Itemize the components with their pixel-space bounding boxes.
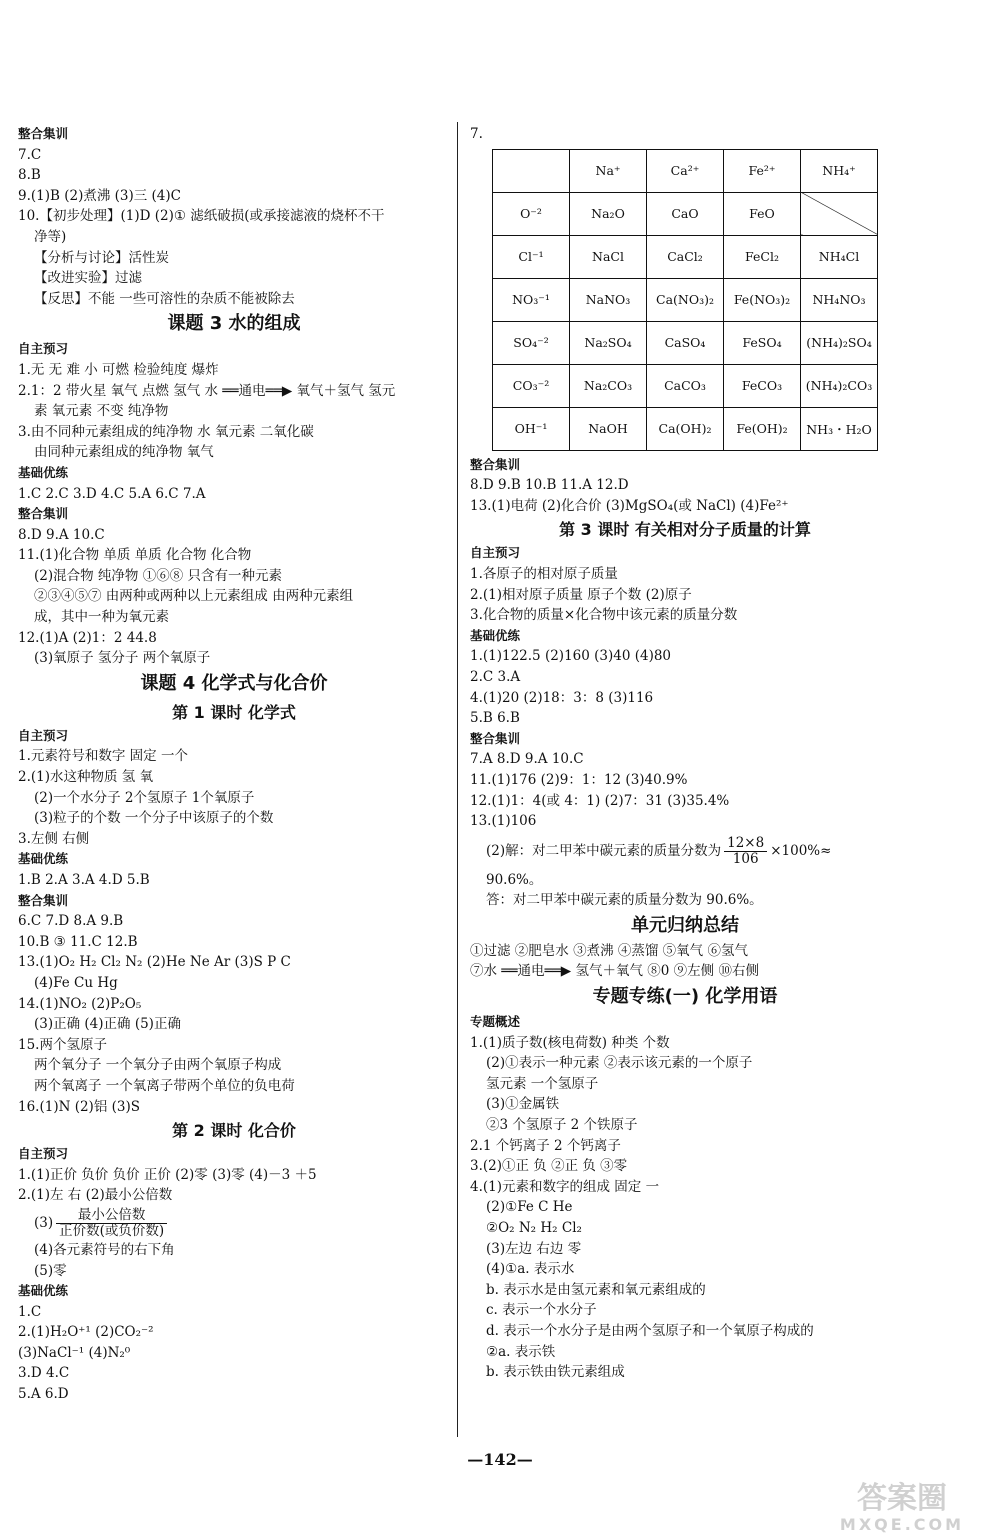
fraction-line [18,1206,450,1240]
section-label: 自主预习 [18,727,69,743]
answer-line: 15.两个氢原子 [18,1036,107,1053]
table-header-cell: Ca²⁺ [647,149,724,192]
answer-line: 3.(2)①正 负 ②正 负 ③零 [470,1158,628,1175]
answer-line: 8.D 9.A 10.C [18,526,105,543]
compound-cell: NH₄Cl [801,235,878,278]
section-label: 专题概述 [470,1014,521,1030]
answer-line: b. 表示铁由铁元素组成 [486,1364,625,1381]
right-flow [470,455,900,1383]
answer-line: ②③④⑤⑦ 由两种或两种以上元素组成 由两种元素组 [34,588,354,605]
compound-cell: CaCl₂ [647,235,724,278]
compound-cell: Ca(OH)₂ [647,407,724,450]
compound-cell: Ca(NO₃)₂ [647,278,724,321]
column-divider [457,122,458,1437]
section-heading: 单元归纳总结 [631,914,739,936]
section-label: 自主预习 [18,341,69,357]
answer-line: 氢元素 一个氢原子 [486,1075,599,1092]
answer-line: (4)①a. 表示水 [486,1261,575,1278]
compound-cell: NaOH [570,407,647,450]
answer-line: ②a. 表示铁 [486,1343,556,1360]
answer-line: 4.(1)元素和数字的组成 固定 一 [470,1178,660,1195]
ion-compound-table [492,149,878,451]
answer-line: 8.B [18,167,41,184]
compound-cell: NaNO₃ [570,278,647,321]
fraction-line [470,832,900,870]
fraction-numerator: 最小公倍数 [56,1208,167,1224]
compound-cell: Na₂O [570,192,647,235]
compound-cell: CaSO₄ [647,321,724,364]
answer-line: 10.【初步处理】(1)D (2)① 滤纸破损(或承接滤液的烧杯不干 [18,208,385,225]
compound-cell: NH₃・H₂O [801,407,878,450]
answer-line: 1.C [18,1303,42,1320]
section-label: 自主预习 [470,545,521,561]
answer-line: 11.(1)化合物 单质 单质 化合物 化合物 [18,547,252,564]
answer-line: (5)零 [34,1262,67,1279]
anion-cell: OH⁻¹ [493,407,570,450]
answer-line: 2.(1)相对原子质量 原子个数 (2)原子 [470,586,692,603]
answer-line: 7.C [18,146,42,163]
answer-line: 4.(1)20 (2)18：3：8 (3)116 [470,689,654,706]
section-label: 自主预习 [18,1146,69,1162]
answer-line: 3.左侧 右侧 [18,830,90,847]
answer-line: 5.A 6.D [18,1386,69,1403]
answer-line: c. 表示一个水分子 [486,1302,597,1319]
table-header-cell: Na⁺ [570,149,647,192]
section-label: 基础优练 [470,627,521,643]
answer-line: 13.(1)电荷 (2)化合价 (3)MgSO₄(或 NaCl) (4)Fe²⁺ [470,497,789,514]
answer-line: (3)①金属铁 [486,1096,560,1113]
table-row [493,364,878,407]
watermark-line2: MXQE.COM [839,1515,965,1534]
compound-cell: NaCl [570,235,647,278]
answer-line: 5.B 6.B [470,710,520,727]
answer-line: 净等) [34,228,67,245]
answer-line: (3)正确 (4)正确 (5)正确 [34,1016,181,1033]
page-number: —142— [467,1450,533,1469]
answer-line: 10.B ③ 11.C 12.B [18,933,138,950]
compound-cell: Fe(OH)₂ [724,407,801,450]
answer-line: ②O₂ N₂ H₂ Cl₂ [486,1220,582,1236]
answer-line: (3)NaCl⁻¹ (4)N₂⁰ [18,1344,131,1361]
answer-line: 两个氧离子 一个氧离子带两个单位的负电荷 [34,1077,295,1094]
answer-line: ⑦水 ══通电══▶ 氢气＋氧气 ⑧0 ⑨左侧 ⑩右侧 [470,963,759,980]
answer-line: 13.(1)106 [470,813,537,830]
answer-line: 素 氧元素 不变 纯净物 [34,403,169,420]
compound-cell: (NH₄)₂SO₄ [801,321,878,364]
answer-line: (3)粒子的个数 一个分子中该原子的个数 [34,810,274,827]
answer-line: 7.A 8.D 9.A 10.C [470,751,584,768]
answer-line: 两个氧分子 一个氧分子由两个氧原子构成 [34,1057,282,1074]
fraction-prefix: (2)解：对二甲苯中碳元素的质量分数为 [486,842,722,859]
question-7-label: 7. [470,126,483,142]
table-header-cell: Fe²⁺ [724,149,801,192]
answer-line: 1.无 无 难 小 可燃 检验纯度 爆炸 [18,361,219,378]
compound-cell: Na₂SO₄ [570,321,647,364]
answer-line: (4)各元素符号的右下角 [34,1241,175,1258]
compound-cell: FeCO₃ [724,364,801,407]
answer-line: 13.(1)O₂ H₂ Cl₂ N₂ (2)He Ne Ar (3)S P C [18,954,291,971]
answer-line: 【分析与讨论】活性炭 [34,249,169,266]
section-label: 整合集训 [18,892,69,908]
answer-line: 2.(1)H₂O⁺¹ (2)CO₂⁻² [18,1324,154,1341]
answer-line: 2.(1)水这种物质 氢 氧 [18,769,154,786]
compound-cell: FeO [724,192,801,235]
lesson-heading: 第 2 课时 化合价 [172,1121,296,1141]
fraction [724,836,767,867]
answer-line: 1.元素符号和数字 固定 一个 [18,748,188,765]
answer-line: (2)①Fe C He [486,1199,573,1216]
answer-line: 3.由不同种元素组成的纯净物 水 氧元素 二氧化碳 [18,423,314,440]
answer-line: 由同种元素组成的纯净物 氧气 [34,444,214,461]
answer-line: 【改进实验】过滤 [34,270,142,287]
anion-cell: NO₃⁻¹ [493,278,570,321]
fraction-denominator: 正价数(或负价数) [59,1222,165,1239]
answer-line: ①过滤 ②肥皂水 ③煮沸 ④蒸馏 ⑤氧气 ⑥氢气 [470,942,748,959]
answer-line: (3)氧原子 氢分子 两个氧原子 [34,650,211,667]
compound-cell: FeCl₂ [724,235,801,278]
table-row [493,407,878,450]
table-row [493,321,878,364]
right-column [470,124,900,1383]
section-label: 整合集训 [470,456,521,472]
compound-cell: Fe(NO₃)₂ [724,278,801,321]
answer-line: 14.(1)NO₂ (2)P₂O₅ [18,995,142,1012]
table-row [493,278,878,321]
answer-line: d. 表示一个水分子是由两个氢原子和一个氧原子构成的 [486,1322,814,1339]
answer-line: 【反思】不能 一些可溶性的杂质不能被除去 [34,290,295,307]
fraction-suffix: ×100%≈ [770,842,832,859]
answer-line: 9.(1)B (2)煮沸 (3)三 (4)C [18,187,181,204]
answer-line: ②3 个氢原子 2 个铁原子 [486,1117,638,1134]
lesson-heading: 第 1 课时 化学式 [172,702,296,722]
answer-line: 2.C 3.A [470,668,521,685]
answer-line: 11.(1)176 (2)9：1：12 (3)40.9% [470,771,688,788]
table-row [493,235,878,278]
table-header-row [493,149,878,192]
answer-line: (2)一个水分子 2个氢原子 1个氧原子 [34,789,255,806]
answer-line: (4)Fe Cu Hg [34,974,118,991]
fraction-numerator: 12×8 [724,836,767,852]
answer-line: 答：对二甲苯中碳元素的质量分数为 90.6%。 [486,892,763,909]
answer-line: 3.化合物的质量×化合物中该元素的质量分数 [470,607,738,624]
compound-cell: (NH₄)₂CO₃ [801,364,878,407]
answer-line: 1.B 2.A 3.A 4.D 5.B [18,872,150,888]
answer-line: 1.(1)122.5 (2)160 (3)40 (4)80 [470,648,672,665]
section-heading: 课题 4 化学式与化合价 [140,672,328,694]
answer-line: 2.(1)左 右 (2)最小公倍数 [18,1187,173,1204]
answer-line: 16.(1)N (2)铝 (3)S [18,1098,140,1115]
left-column [18,124,450,1405]
answer-line: (2)混合物 纯净物 ①⑥⑧ 只含有一种元素 [34,567,282,584]
table-header-cell: NH₄⁺ [801,149,878,192]
answer-line: 90.6%。 [486,871,543,888]
lesson-heading: 第 3 课时 有关相对分子质量的计算 [559,520,811,540]
section-label: 基础优练 [18,1283,69,1299]
answer-line: 1.各原子的相对原子质量 [470,565,618,582]
section-label: 整合集训 [470,730,521,746]
compound-cell: CaO [647,192,724,235]
section-label: 基础优练 [18,851,69,867]
answer-line: 1.(1)正价 负价 负价 正价 (2)零 (3)零 (4)－3 ＋5 [18,1166,317,1183]
compound-cell [801,192,878,235]
answer-line: 12.(1)1：4(或 4：1) (2)7：31 (3)35.4% [470,792,730,809]
answer-line: 2.1：2 带火星 氧气 点燃 氢气 水 ══通电══▶ 氧气＋氢气 氢元 [18,382,396,399]
watermark-line1: 答案圈 [857,1481,947,1516]
answer-line: (2)①表示一种元素 ②表示该元素的一个原子 [486,1055,753,1072]
answer-line: 2.1 个钙离子 2 个钙离子 [470,1137,621,1154]
answer-line: 6.C 7.D 8.A 9.B [18,913,124,930]
fraction-denominator: 106 [732,850,759,867]
answer-line: 1.C 2.C 3.D 4.C 5.A 6.C 7.A [18,485,206,502]
answer-line: 8.D 9.B 10.B 11.A 12.D [470,477,629,494]
compound-cell: Na₂CO₃ [570,364,647,407]
anion-cell: Cl⁻¹ [493,235,570,278]
section-label: 整合集训 [18,126,69,141]
section-label: 整合集训 [18,506,69,522]
compound-cell: NH₄NO₃ [801,278,878,321]
answer-line: (3)左边 右边 零 [486,1240,582,1257]
table-row [493,192,878,235]
answer-line: 12.(1)A (2)1：2 44.8 [18,629,157,646]
section-heading: 课题 3 水的组成 [167,313,301,335]
fraction [56,1208,167,1239]
answer-line: b. 表示水是由氢元素和氧元素组成的 [486,1281,706,1298]
fraction-prefix: (3) [34,1214,54,1231]
compound-cell: CaCO₃ [647,364,724,407]
anion-cell: SO₄⁻² [493,321,570,364]
compound-cell: FeSO₄ [724,321,801,364]
section-heading: 专题专练(一) 化学用语 [592,986,778,1008]
watermark-logo [812,1478,992,1534]
table-header-cell [493,149,570,192]
answer-line: 1.(1)质子数(核电荷数) 种类 个数 [470,1034,670,1051]
section-label: 基础优练 [18,464,69,480]
answer-line: 3.D 4.C [18,1365,70,1382]
answer-line: 成，其中一种为氧元素 [34,609,169,626]
anion-cell: CO₃⁻² [493,364,570,407]
anion-cell: O⁻² [493,192,570,235]
